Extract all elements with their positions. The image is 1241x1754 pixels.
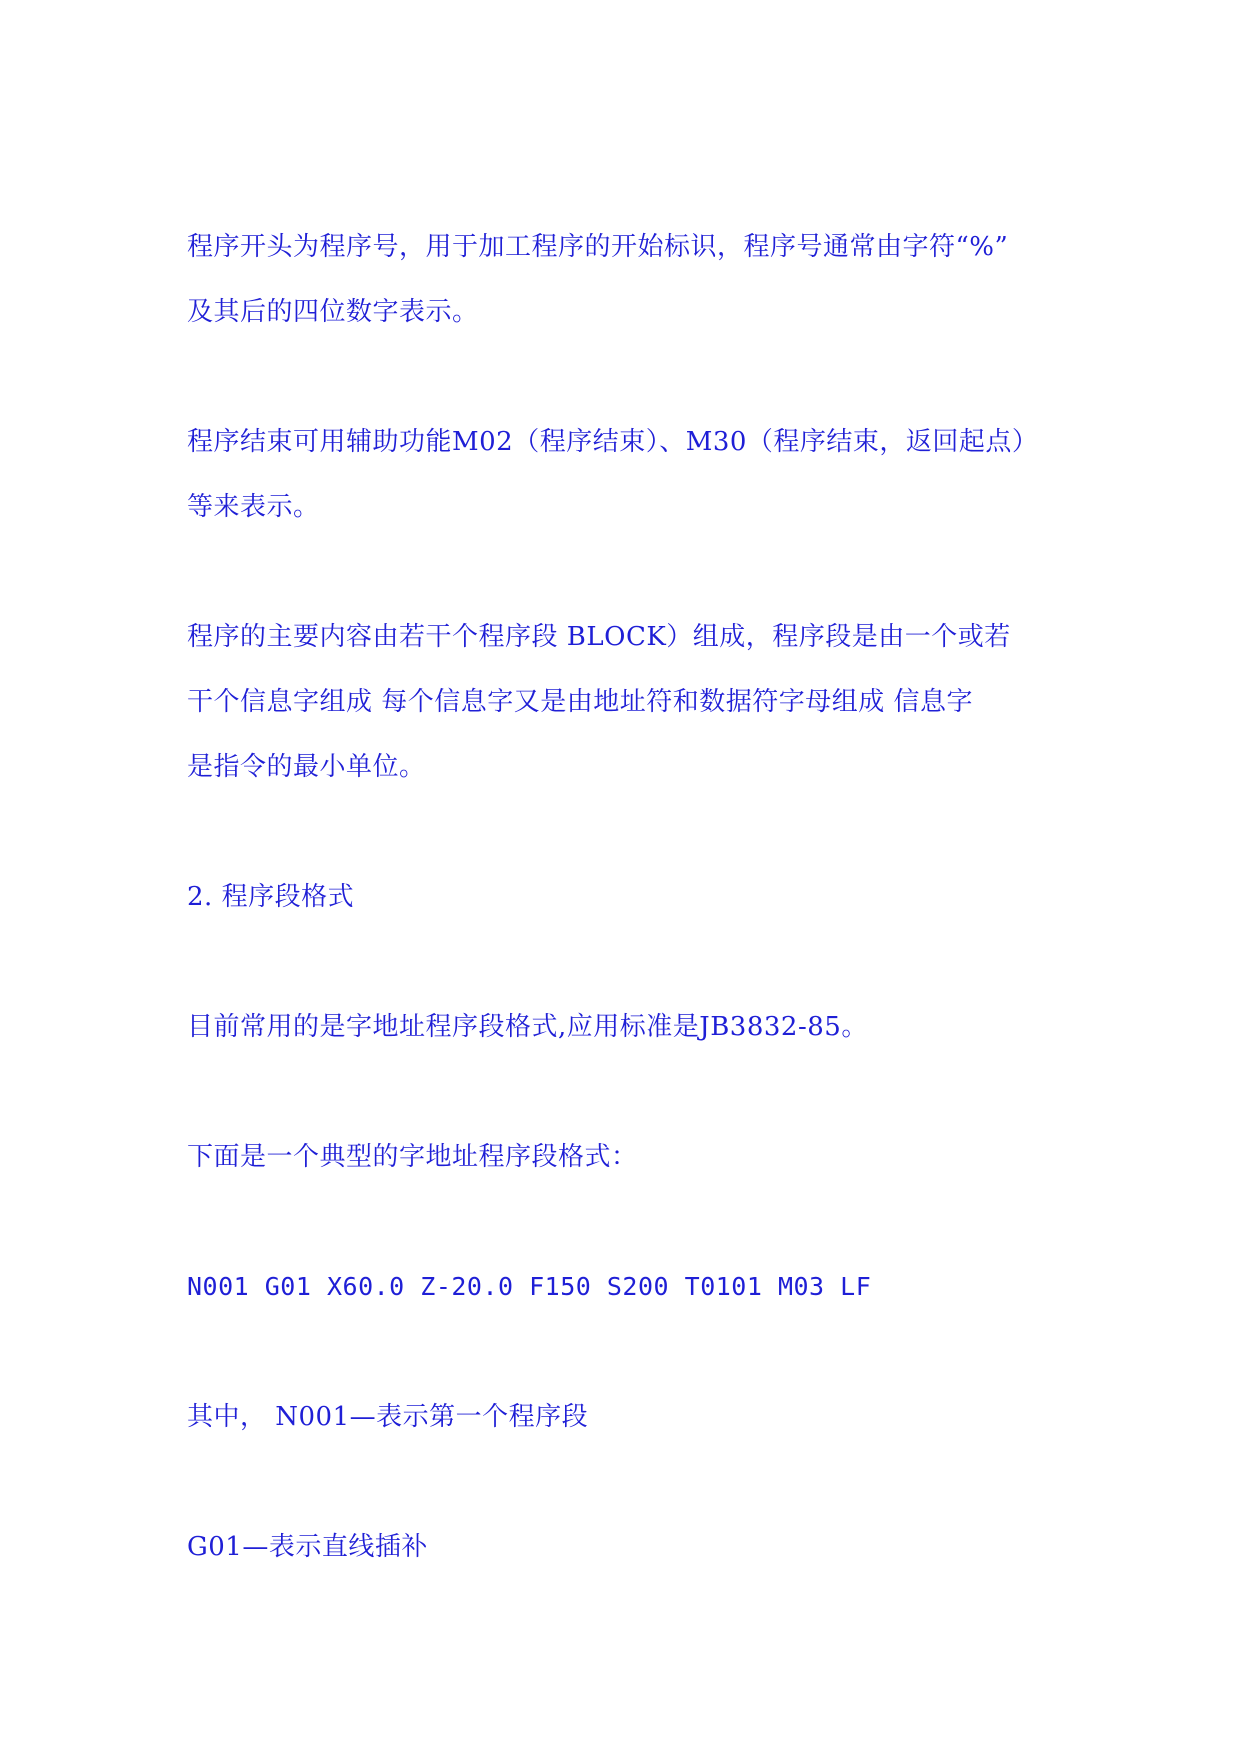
paragraph-program-content-line-1: 程序的主要内容由若干个程序段 BLOCK）组成，程序段是由一个或若 xyxy=(187,622,1011,652)
paragraph-program-start-line-2: 及其后的四位数字表示。 xyxy=(187,297,479,327)
explanation-n001: 其中， N001—表示第一个程序段 xyxy=(187,1402,589,1432)
code-example-block: N001 G01 X60.0 Z-20.0 F150 S200 T0101 M03 LF xyxy=(187,1272,872,1301)
paragraph-typical-format-intro: 下面是一个典型的字地址程序段格式： xyxy=(187,1142,638,1172)
explanation-g01: G01—表示直线插补 xyxy=(187,1532,428,1562)
paragraph-program-end-line-1: 程序结束可用辅助功能M02（程序结束）、M30（程序结束，返回起点） xyxy=(187,427,1039,457)
paragraph-format-standard: 目前常用的是字地址程序段格式,应用标准是JB3832-85。 xyxy=(187,1012,868,1042)
paragraph-program-start-line-1: 程序开头为程序号，用于加工程序的开始标识，程序号通常由字符“%” xyxy=(187,232,1009,262)
section-heading: 2. 程序段格式 xyxy=(187,882,355,912)
paragraph-program-content-line-2: 干个信息字组成 每个信息字又是由地址符和数据符字母组成 信息字 xyxy=(187,687,974,717)
paragraph-program-content-line-3: 是指令的最小单位。 xyxy=(187,752,426,782)
paragraph-program-end-line-2: 等来表示。 xyxy=(187,492,320,522)
